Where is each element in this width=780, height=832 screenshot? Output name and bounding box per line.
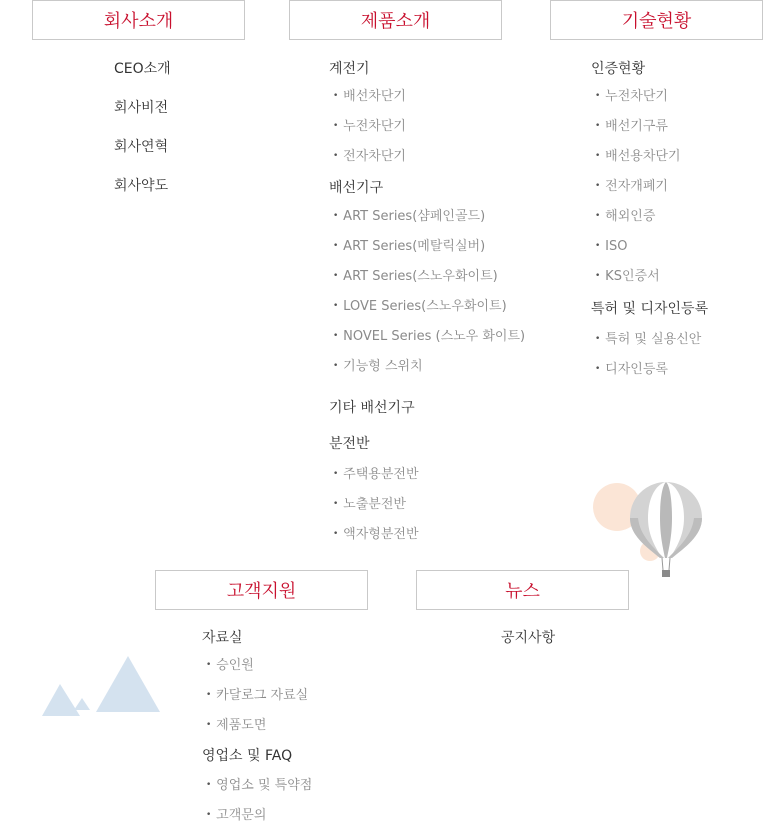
category-panel[interactable]: 분전반: [329, 436, 370, 452]
nav-header-tech[interactable]: 기술현황: [550, 0, 763, 40]
submenu-item[interactable]: • 영업소 및 특약점: [202, 776, 312, 796]
tech-menu: [591, 59, 708, 380]
submenu-item[interactable]: • 액자형분전반: [329, 525, 525, 545]
news-menu: [501, 628, 555, 648]
category-certification[interactable]: 인증현황: [591, 61, 646, 77]
menu-item-history[interactable]: 회사연혁: [114, 139, 169, 155]
submenu-item[interactable]: • 제품도면: [202, 716, 312, 736]
submenu-item[interactable]: • 배선기구류: [591, 117, 708, 137]
submenu-item[interactable]: • 디자인등록: [591, 360, 708, 380]
category-patent[interactable]: 특허 및 디자인등록: [591, 301, 709, 317]
submenu-item[interactable]: • ART Series(메탈릭실버): [329, 237, 525, 257]
company-menu: [114, 59, 171, 215]
menu-item-vision[interactable]: 회사비전: [114, 100, 169, 116]
submenu-item[interactable]: • 전자개폐기: [591, 177, 708, 197]
submenu-item[interactable]: • ART Series(스노우화이트): [329, 267, 525, 287]
submenu-item[interactable]: • 카달로그 자료실: [202, 686, 312, 706]
hot-air-balloon-icon: [590, 478, 710, 582]
submenu-item[interactable]: • 배선차단기: [329, 87, 525, 107]
submenu-item[interactable]: • 누전차단기: [329, 117, 525, 137]
submenu-item[interactable]: • 배선용차단기: [591, 147, 708, 167]
menu-item-notice[interactable]: 공지사항: [501, 630, 556, 646]
nav-header-company[interactable]: 회사소개: [32, 0, 245, 40]
submenu-item[interactable]: • 노출분전반: [329, 495, 525, 515]
category-sales-faq[interactable]: 영업소 및 FAQ: [202, 748, 293, 764]
submenu-item[interactable]: • 승인원: [202, 656, 312, 676]
submenu-item[interactable]: • 고객문의: [202, 806, 312, 826]
submenu-item[interactable]: • 특허 및 실용신안: [591, 330, 708, 350]
submenu-item[interactable]: • 전자차단기: [329, 147, 525, 167]
category-data-room[interactable]: 자료실: [202, 630, 243, 646]
products-menu: [329, 59, 525, 545]
menu-item-map[interactable]: 회사약도: [114, 178, 169, 194]
submenu-item[interactable]: • 해외인증: [591, 207, 708, 227]
category-breaker[interactable]: 계전기: [329, 61, 370, 77]
nav-header-products[interactable]: 제품소개: [289, 0, 502, 40]
nav-header-support[interactable]: 고객지원: [155, 570, 368, 610]
submenu-item[interactable]: • 누전차단기: [591, 87, 708, 107]
category-wiring[interactable]: 배선기구: [329, 180, 384, 196]
submenu-item[interactable]: • NOVEL Series (스노우 화이트): [329, 327, 525, 347]
submenu-item[interactable]: • 기능형 스위치: [329, 357, 525, 377]
submenu-item[interactable]: • ISO: [591, 237, 708, 257]
submenu-item[interactable]: • ART Series(샴페인골드): [329, 207, 525, 227]
submenu-item[interactable]: • 주택용분전반: [329, 465, 525, 485]
support-menu: [202, 628, 312, 826]
category-other-wiring[interactable]: 기타 배선기구: [329, 400, 415, 416]
menu-item-ceo[interactable]: CEO소개: [114, 61, 171, 77]
submenu-item[interactable]: • KS인증서: [591, 267, 708, 287]
mountains-icon: [40, 654, 164, 720]
submenu-item[interactable]: • LOVE Series(스노우화이트): [329, 297, 525, 317]
nav-header-news[interactable]: 뉴스: [416, 570, 629, 610]
